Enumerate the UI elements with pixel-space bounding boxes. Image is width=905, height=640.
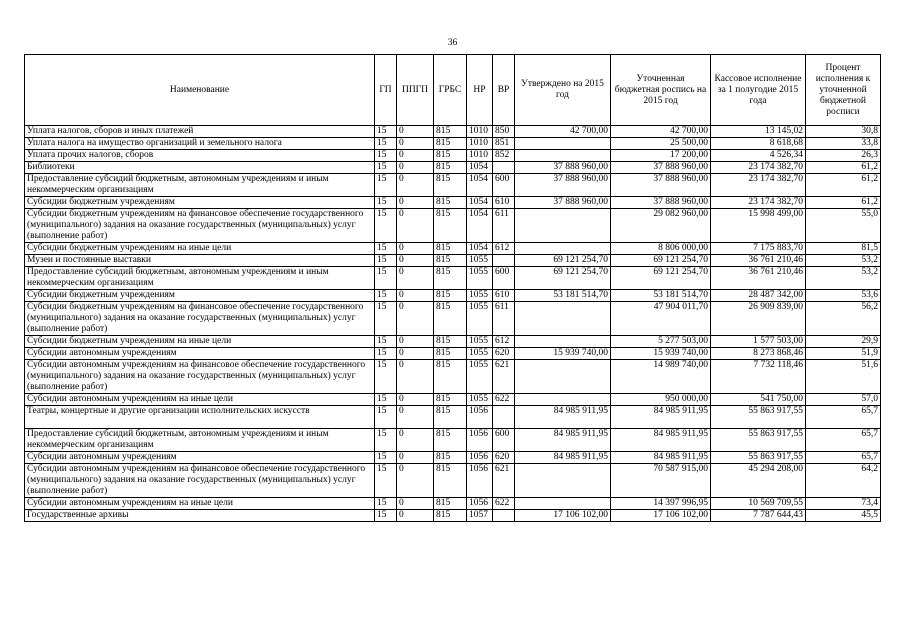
cell-ppgp: 0 (397, 452, 434, 464)
cell-vr: 620 (493, 452, 515, 464)
cell-cash: 45 294 208,00 (711, 464, 806, 498)
cell-cash: 23 174 382,70 (711, 162, 806, 174)
table-row (25, 302, 881, 336)
cell-percent: 56,2 (806, 302, 881, 336)
cell-ppgp: 0 (397, 267, 434, 290)
cell-gp: 15 (375, 302, 397, 336)
cell-vr: 621 (493, 464, 515, 498)
cell-refined: 37 888 960,00 (611, 197, 711, 209)
cell-name: Субсидии автономным учреждениям на иные цели (25, 498, 375, 510)
cell-grbs: 815 (434, 243, 467, 255)
cell-cash: 10 569 709,55 (711, 498, 806, 510)
cell-refined: 37 888 960,00 (611, 174, 711, 197)
cell-percent: 33,8 (806, 138, 881, 150)
cell-vr: 610 (493, 197, 515, 209)
cell-percent: 53,6 (806, 290, 881, 302)
cell-refined: 25 500,00 (611, 138, 711, 150)
cell-approved: 69 121 254,70 (515, 255, 611, 267)
table-row (25, 138, 881, 150)
cell-cash: 541 750,00 (711, 394, 806, 406)
cell-nr: 1055 (467, 394, 493, 406)
cell-grbs: 815 (434, 336, 467, 348)
table-row (25, 162, 881, 174)
cell-name: Государственные архивы (25, 510, 375, 522)
table-row (25, 197, 881, 209)
cell-refined: 42 700,00 (611, 126, 711, 138)
header-gp: ГП (375, 55, 397, 126)
cell-percent: 30,8 (806, 126, 881, 138)
cell-grbs: 815 (434, 255, 467, 267)
cell-ppgp: 0 (397, 126, 434, 138)
cell-cash: 23 174 382,70 (711, 197, 806, 209)
cell-nr: 1055 (467, 336, 493, 348)
cell-percent: 65,7 (806, 429, 881, 452)
cell-nr: 1056 (467, 406, 493, 429)
cell-gp: 15 (375, 126, 397, 138)
cell-approved: 84 985 911,95 (515, 406, 611, 429)
cell-grbs: 815 (434, 452, 467, 464)
cell-vr: 612 (493, 336, 515, 348)
cell-ppgp: 0 (397, 498, 434, 510)
cell-ppgp: 0 (397, 162, 434, 174)
cell-approved: 84 985 911,95 (515, 429, 611, 452)
cell-nr: 1054 (467, 162, 493, 174)
cell-approved (515, 150, 611, 162)
cell-approved: 15 939 740,00 (515, 348, 611, 360)
cell-percent: 53,2 (806, 267, 881, 290)
cell-approved: 84 985 911,95 (515, 452, 611, 464)
cell-ppgp: 0 (397, 138, 434, 150)
cell-cash: 7 175 883,70 (711, 243, 806, 255)
cell-gp: 15 (375, 336, 397, 348)
cell-nr: 1055 (467, 302, 493, 336)
cell-ppgp: 0 (397, 197, 434, 209)
cell-name: Субсидии автономным учреждениям на иные цели (25, 394, 375, 406)
cell-refined: 47 904 011,70 (611, 302, 711, 336)
cell-gp: 15 (375, 429, 397, 452)
cell-approved: 53 181 514,70 (515, 290, 611, 302)
cell-percent: 65,7 (806, 406, 881, 429)
table-row (25, 510, 881, 522)
cell-approved (515, 243, 611, 255)
cell-gp: 15 (375, 174, 397, 197)
cell-cash: 7 732 118,46 (711, 360, 806, 394)
cell-refined: 17 200,00 (611, 150, 711, 162)
cell-ppgp: 0 (397, 510, 434, 522)
cell-name: Уплата налога на имущество организаций и земельного налога (25, 138, 375, 150)
cell-nr: 1055 (467, 290, 493, 302)
cell-grbs: 815 (434, 360, 467, 394)
header-nr: НР (467, 55, 493, 126)
cell-cash: 8 618,68 (711, 138, 806, 150)
cell-name: Предоставление субсидий бюджетным, автономным учреждениям и иным некоммерческим организациям (25, 429, 375, 452)
table-row (25, 243, 881, 255)
cell-nr: 1054 (467, 243, 493, 255)
cell-grbs: 815 (434, 394, 467, 406)
cell-ppgp: 0 (397, 209, 434, 243)
cell-nr: 1055 (467, 255, 493, 267)
header-refined: Уточненная бюджетная роспись на 2015 год (611, 55, 711, 126)
cell-vr: 620 (493, 348, 515, 360)
cell-vr: 600 (493, 174, 515, 197)
cell-grbs: 815 (434, 162, 467, 174)
cell-percent: 26,3 (806, 150, 881, 162)
table-row (25, 452, 881, 464)
table-row (25, 267, 881, 290)
cell-grbs: 815 (434, 498, 467, 510)
header-name: Наименование (25, 55, 375, 126)
cell-percent: 61,2 (806, 174, 881, 197)
cell-ppgp: 0 (397, 174, 434, 197)
cell-percent: 73,4 (806, 498, 881, 510)
table-row (25, 174, 881, 197)
cell-percent: 57,0 (806, 394, 881, 406)
cell-vr (493, 510, 515, 522)
cell-name: Предоставление субсидий бюджетным, автономным учреждениям и иным некоммерческим организациям (25, 174, 375, 197)
cell-refined: 8 806 000,00 (611, 243, 711, 255)
cell-nr: 1054 (467, 197, 493, 209)
cell-approved: 37 888 960,00 (515, 197, 611, 209)
cell-ppgp: 0 (397, 406, 434, 429)
cell-gp: 15 (375, 510, 397, 522)
cell-refined: 14 397 996,95 (611, 498, 711, 510)
cell-percent: 45,5 (806, 510, 881, 522)
cell-grbs: 815 (434, 290, 467, 302)
cell-approved (515, 138, 611, 150)
cell-grbs: 815 (434, 464, 467, 498)
cell-ppgp: 0 (397, 290, 434, 302)
cell-ppgp: 0 (397, 302, 434, 336)
cell-gp: 15 (375, 498, 397, 510)
cell-ppgp: 0 (397, 429, 434, 452)
cell-percent: 81,5 (806, 243, 881, 255)
cell-refined: 53 181 514,70 (611, 290, 711, 302)
cell-cash: 36 761 210,46 (711, 255, 806, 267)
cell-gp: 15 (375, 267, 397, 290)
cell-percent: 51,6 (806, 360, 881, 394)
cell-refined: 5 277 503,00 (611, 336, 711, 348)
cell-name: Субсидии автономным учреждениям (25, 348, 375, 360)
table-row (25, 126, 881, 138)
cell-vr (493, 406, 515, 429)
cell-grbs: 815 (434, 174, 467, 197)
cell-ppgp: 0 (397, 394, 434, 406)
cell-cash: 55 863 917,55 (711, 452, 806, 464)
cell-vr: 600 (493, 267, 515, 290)
cell-nr: 1057 (467, 510, 493, 522)
cell-gp: 15 (375, 138, 397, 150)
cell-refined: 84 985 911,95 (611, 406, 711, 429)
cell-vr: 612 (493, 243, 515, 255)
cell-vr: 610 (493, 290, 515, 302)
table-row (25, 255, 881, 267)
header-percent: Процент исполнения к уточненной бюджетной росписи (806, 55, 881, 126)
cell-approved: 17 106 102,00 (515, 510, 611, 522)
cell-name: Театры, концертные и другие организации исполнительских искусств (25, 406, 375, 429)
cell-cash: 55 863 917,55 (711, 406, 806, 429)
cell-cash: 8 273 868,46 (711, 348, 806, 360)
cell-vr: 852 (493, 150, 515, 162)
cell-percent: 64,2 (806, 464, 881, 498)
cell-ppgp: 0 (397, 255, 434, 267)
header-ppgp: ППГП (397, 55, 434, 126)
cell-name: Предоставление субсидий бюджетным, автономным учреждениям и иным некоммерческим организациям (25, 267, 375, 290)
cell-name: Уплата налогов, сборов и иных платежей (25, 126, 375, 138)
cell-approved: 37 888 960,00 (515, 162, 611, 174)
cell-cash: 26 909 839,00 (711, 302, 806, 336)
cell-vr (493, 162, 515, 174)
cell-approved (515, 302, 611, 336)
cell-cash: 36 761 210,46 (711, 267, 806, 290)
cell-cash: 1 577 503,00 (711, 336, 806, 348)
cell-name: Субсидии бюджетным учреждениям (25, 197, 375, 209)
cell-gp: 15 (375, 162, 397, 174)
cell-refined: 84 985 911,95 (611, 429, 711, 452)
cell-name: Библиотеки (25, 162, 375, 174)
cell-approved: 42 700,00 (515, 126, 611, 138)
cell-vr: 622 (493, 498, 515, 510)
cell-percent: 61,2 (806, 197, 881, 209)
cell-vr: 622 (493, 394, 515, 406)
cell-cash: 4 526,34 (711, 150, 806, 162)
cell-grbs: 815 (434, 429, 467, 452)
cell-grbs: 815 (434, 197, 467, 209)
cell-nr: 1054 (467, 174, 493, 197)
table-row (25, 290, 881, 302)
cell-gp: 15 (375, 394, 397, 406)
header-vr: ВР (493, 55, 515, 126)
cell-gp: 15 (375, 464, 397, 498)
table-row (25, 498, 881, 510)
cell-name: Субсидии бюджетным учреждениям на финансовое обеспечение государственного (муниципального) задания на оказание государственных (муниципальных) услуг (выполнение работ) (25, 302, 375, 336)
table-row (25, 348, 881, 360)
cell-gp: 15 (375, 197, 397, 209)
budget-execution-table (24, 54, 881, 522)
cell-grbs: 815 (434, 510, 467, 522)
header-approved: Утверждено на 2015 год (515, 55, 611, 126)
cell-grbs: 815 (434, 302, 467, 336)
cell-nr: 1055 (467, 348, 493, 360)
cell-approved (515, 209, 611, 243)
cell-name: Субсидии бюджетным учреждениям (25, 290, 375, 302)
cell-refined: 950 000,00 (611, 394, 711, 406)
cell-approved (515, 360, 611, 394)
cell-vr: 611 (493, 209, 515, 243)
cell-gp: 15 (375, 255, 397, 267)
table-row (25, 209, 881, 243)
cell-gp: 15 (375, 348, 397, 360)
table-row (25, 394, 881, 406)
cell-gp: 15 (375, 150, 397, 162)
cell-refined: 37 888 960,00 (611, 162, 711, 174)
table-row (25, 360, 881, 394)
cell-nr: 1056 (467, 464, 493, 498)
cell-name: Музеи и постоянные выставки (25, 255, 375, 267)
cell-refined: 69 121 254,70 (611, 255, 711, 267)
cell-nr: 1056 (467, 498, 493, 510)
cell-name: Субсидии бюджетным учреждениям на иные цели (25, 243, 375, 255)
cell-refined: 14 989 740,00 (611, 360, 711, 394)
cell-approved (515, 336, 611, 348)
cell-grbs: 815 (434, 209, 467, 243)
table-row (25, 336, 881, 348)
cell-refined: 84 985 911,95 (611, 452, 711, 464)
cell-cash: 55 863 917,55 (711, 429, 806, 452)
cell-cash: 13 145,02 (711, 126, 806, 138)
cell-ppgp: 0 (397, 464, 434, 498)
cell-gp: 15 (375, 406, 397, 429)
cell-cash: 7 787 644,43 (711, 510, 806, 522)
cell-nr: 1056 (467, 452, 493, 464)
cell-gp: 15 (375, 243, 397, 255)
table-row (25, 150, 881, 162)
cell-gp: 15 (375, 360, 397, 394)
table-body (25, 126, 881, 522)
cell-percent: 29,9 (806, 336, 881, 348)
cell-ppgp: 0 (397, 360, 434, 394)
cell-nr: 1054 (467, 209, 493, 243)
cell-nr: 1010 (467, 138, 493, 150)
cell-name: Субсидии автономным учреждениям (25, 452, 375, 464)
cell-percent: 55,0 (806, 209, 881, 243)
header-grbs: ГРБС (434, 55, 467, 126)
cell-vr: 611 (493, 302, 515, 336)
cell-refined: 15 939 740,00 (611, 348, 711, 360)
cell-percent: 61,2 (806, 162, 881, 174)
cell-grbs: 815 (434, 126, 467, 138)
cell-gp: 15 (375, 209, 397, 243)
cell-nr: 1010 (467, 150, 493, 162)
header-cash: Кассовое исполнение за 1 полугодие 2015 года (711, 55, 806, 126)
cell-approved (515, 498, 611, 510)
page-number: 36 (447, 38, 458, 48)
cell-refined: 29 082 960,00 (611, 209, 711, 243)
cell-vr: 600 (493, 429, 515, 452)
cell-refined: 17 106 102,00 (611, 510, 711, 522)
cell-refined: 70 587 915,00 (611, 464, 711, 498)
cell-percent: 65,7 (806, 452, 881, 464)
cell-grbs: 815 (434, 348, 467, 360)
cell-approved (515, 394, 611, 406)
cell-approved: 37 888 960,00 (515, 174, 611, 197)
cell-name: Субсидии бюджетным учреждениям на иные цели (25, 336, 375, 348)
cell-approved (515, 464, 611, 498)
cell-grbs: 815 (434, 138, 467, 150)
cell-cash: 15 998 499,00 (711, 209, 806, 243)
cell-nr: 1055 (467, 360, 493, 394)
cell-vr: 851 (493, 138, 515, 150)
cell-nr: 1055 (467, 267, 493, 290)
table-row (25, 406, 881, 429)
table-header-row (25, 55, 881, 126)
cell-name: Уплата прочих налогов, сборов (25, 150, 375, 162)
cell-nr: 1056 (467, 429, 493, 452)
cell-vr: 850 (493, 126, 515, 138)
cell-vr (493, 255, 515, 267)
cell-name: Субсидии автономным учреждениям на финансовое обеспечение государственного (муниципального) задания на оказание государственных (муниципальных) услуг (выполнение работ) (25, 464, 375, 498)
cell-ppgp: 0 (397, 243, 434, 255)
cell-cash: 23 174 382,70 (711, 174, 806, 197)
cell-percent: 53,2 (806, 255, 881, 267)
table-row (25, 429, 881, 452)
cell-grbs: 815 (434, 406, 467, 429)
cell-approved: 69 121 254,70 (515, 267, 611, 290)
cell-vr: 621 (493, 360, 515, 394)
cell-ppgp: 0 (397, 336, 434, 348)
cell-ppgp: 0 (397, 150, 434, 162)
cell-grbs: 815 (434, 267, 467, 290)
cell-grbs: 815 (434, 150, 467, 162)
cell-name: Субсидии бюджетным учреждениям на финансовое обеспечение государственного (муниципального) задания на оказание государственных (муниципальных) услуг (выполнение работ) (25, 209, 375, 243)
cell-nr: 1010 (467, 126, 493, 138)
cell-cash: 28 487 342,00 (711, 290, 806, 302)
cell-ppgp: 0 (397, 348, 434, 360)
cell-name: Субсидии автономным учреждениям на финансовое обеспечение государственного (муниципального) задания на оказание государственных (муниципальных) услуг (выполнение работ) (25, 360, 375, 394)
cell-gp: 15 (375, 290, 397, 302)
table-row (25, 464, 881, 498)
cell-percent: 51,9 (806, 348, 881, 360)
cell-refined: 69 121 254,70 (611, 267, 711, 290)
cell-gp: 15 (375, 452, 397, 464)
